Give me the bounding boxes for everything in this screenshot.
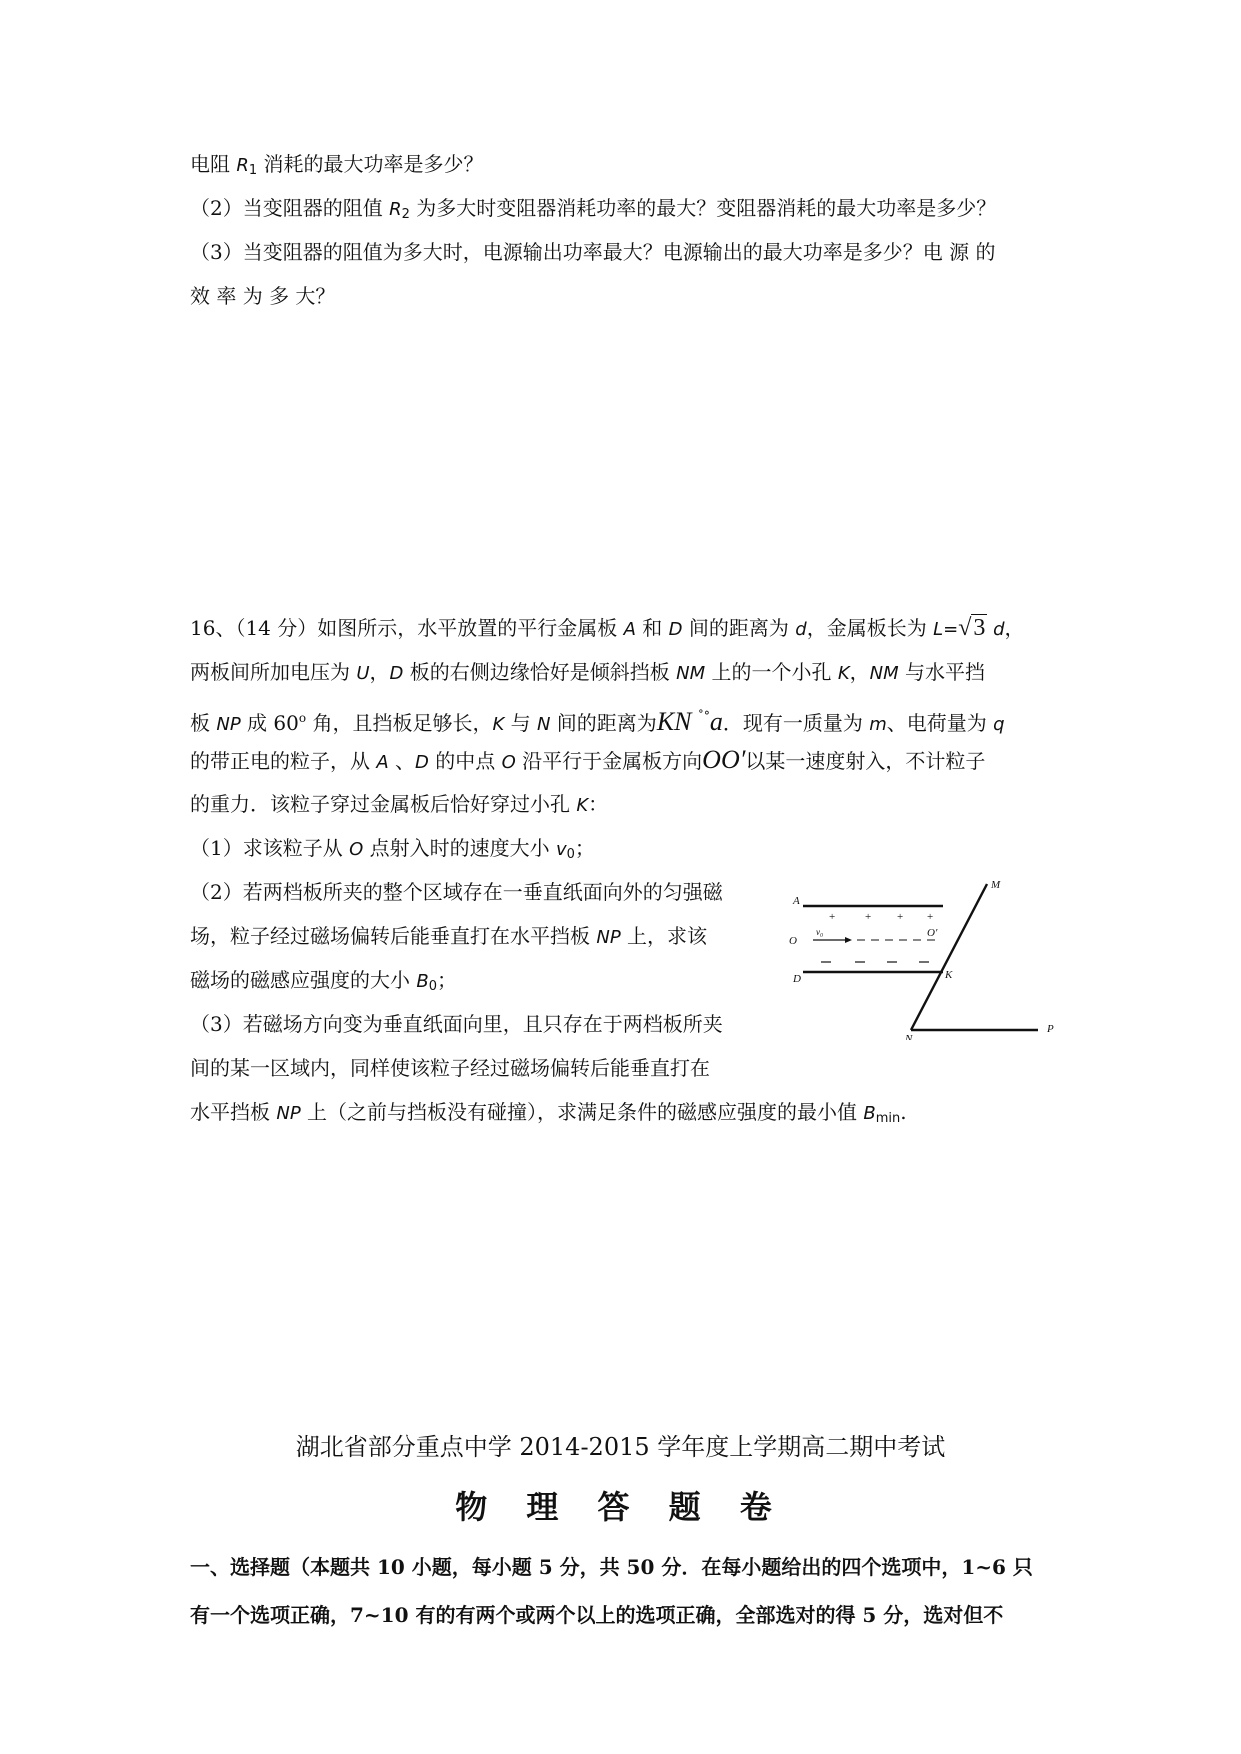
- section-1-line-2: 有一个选项正确，7~10 有的有两个或两个以上的选项正确，全部选对的得 5 分，选对但不: [190, 1603, 1004, 1627]
- section-1-line-1: 一、选择题（本题共 10 小题，每小题 5 分，共 50 分．在每小题给出的四个选项中，1~6 只: [190, 1555, 1033, 1579]
- plus-sign: +: [829, 911, 836, 923]
- q16-part-3-line-2: 间的某一区域内，同样使该粒子经过磁场偏转后能垂直打在: [190, 1056, 710, 1080]
- label-O: O: [789, 935, 797, 947]
- q15-line-2: （2）当变阻器的阻值 $R_2$ 为多大时变阻器消耗功率的最大？变阻器消耗的最大功率是多少？: [190, 196, 997, 222]
- q16-part-3-line-3: 水平挡板 NP 上（之前与挡板没有碰撞），求满足条件的磁感应强度的最小值 $B_{min}$.: [190, 1100, 907, 1126]
- q16-part-2-line-2: 场，粒子经过磁场偏转后能垂直打在水平挡板 NP 上，求该: [190, 924, 708, 948]
- label-P: P: [1047, 1023, 1054, 1035]
- q16-line-3: 板 NP 成 60$^o$ 角，且挡板足够长，K 与 N 间的距离为KN ˚°a．现有一质量为 m、电荷量为 q: [190, 707, 1005, 736]
- answer-sheet-header: 湖北省部分重点中学 2014-2015 学年度上学期高二期中考试: [295, 1433, 946, 1461]
- sqrt-symbol: √3: [958, 615, 986, 641]
- q16-line-5: 的重力．该粒子穿过金属板后恰好穿过小孔 K：: [190, 792, 609, 816]
- q16-line-1: 16、（14 分）如图所示，水平放置的平行金属板 A 和 D 间的距离为 d，金属板长为 L=√3 d，: [190, 615, 1025, 641]
- plates-and-baffles-diagram: [785, 870, 1070, 1040]
- plus-sign: +: [927, 911, 934, 923]
- label-O-prime: O′: [927, 927, 938, 939]
- label-M: M: [991, 879, 1001, 891]
- q16-part-2-line-1: （2）若两档板所夹的整个区域存在一垂直纸面向外的匀强磁: [190, 880, 723, 904]
- label-D: D: [793, 973, 801, 985]
- arrow-head-icon: [845, 937, 852, 943]
- plus-sign: +: [865, 911, 872, 923]
- label-K: K: [945, 969, 953, 981]
- q16-figure: [785, 870, 1070, 1040]
- q16-part-2-line-3: 磁场的磁感应强度的大小 $B_0$；: [190, 968, 457, 994]
- q15-line-4: 效 率 为 多 大？: [190, 284, 336, 308]
- q16-line-2: 两板间所加电压为 U，D 板的右侧边缘恰好是倾斜挡板 NM 上的一个小孔 K，NM 与水平挡: [190, 660, 986, 684]
- q15-line-1: 电阻 $R_1$ 消耗的最大功率是多少？: [190, 152, 484, 178]
- q16-part-3-line-1: （3）若磁场方向变为垂直纸面向里，且只存在于两档板所夹: [190, 1012, 723, 1036]
- label-v0: v₀: [816, 927, 824, 937]
- q16-line-4: 的带正电的粒子，从 A 、D 的中点 O 沿平行于金属板方向OO′以某一速度射入，不计粒子: [190, 745, 986, 774]
- label-A: A: [793, 895, 800, 907]
- answer-sheet-title: 物 理 答 题 卷: [455, 1488, 786, 1526]
- plus-sign: +: [897, 911, 904, 923]
- label-N: N: [905, 1033, 913, 1040]
- q16-part-1: （1）求该粒子从 O 点射入时的速度大小 $v_0$；: [190, 836, 595, 862]
- q15-line-3: （3）当变阻器的阻值为多大时，电源输出功率最大？电源输出的最大功率是多少？电 源 的: [190, 240, 996, 264]
